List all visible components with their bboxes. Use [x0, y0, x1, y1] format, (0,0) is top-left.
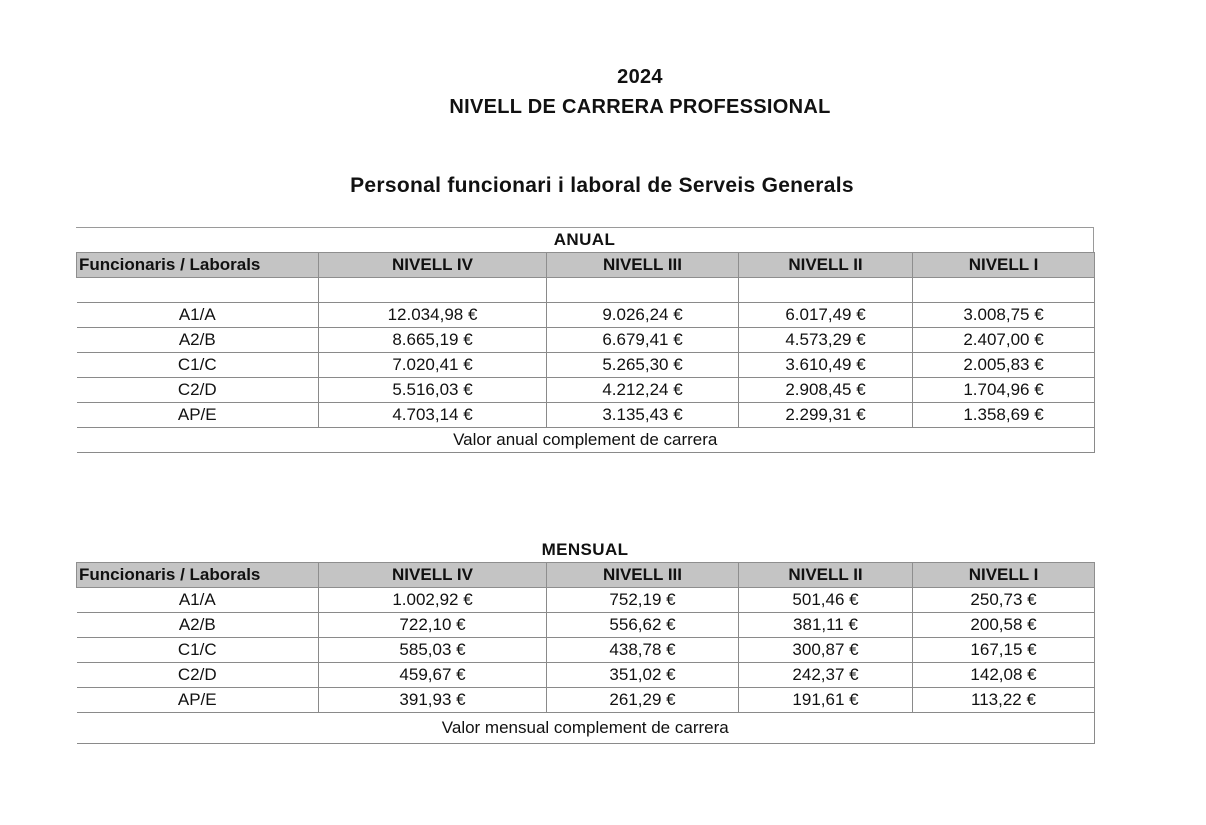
table-cell: 5.265,30 €	[547, 353, 739, 378]
table-cell: 6.679,41 €	[547, 328, 739, 353]
table-cell: 4.212,24 €	[547, 378, 739, 403]
monthly-footer-row	[77, 713, 1095, 744]
row-category: C1/C	[77, 353, 319, 378]
table-cell: 7.020,41 €	[319, 353, 547, 378]
header-level-i: NIVELL I	[913, 563, 1095, 588]
table-cell: 1.704,96 €	[913, 378, 1095, 403]
annual-table	[76, 252, 1095, 453]
table-cell: 5.516,03 €	[319, 378, 547, 403]
document-title: NIVELL DE CARRERA PROFESSIONAL	[449, 96, 831, 118]
table-cell: 4.573,29 €	[739, 328, 913, 353]
table-cell: 2.005,83 €	[913, 353, 1095, 378]
header-level-ii: NIVELL II	[739, 253, 913, 278]
table-cell: 3.135,43 €	[547, 403, 739, 428]
table-cell: 1.002,92 €	[319, 588, 547, 613]
table-row	[77, 688, 1095, 713]
table-row	[77, 328, 1095, 353]
row-category: C1/C	[77, 638, 319, 663]
table-cell: 8.665,19 €	[319, 328, 547, 353]
table-cell: 585,03 €	[319, 638, 547, 663]
table-cell: 438,78 €	[547, 638, 739, 663]
table-cell: 113,22 €	[913, 688, 1095, 713]
table-cell: 191,61 €	[739, 688, 913, 713]
table-cell: 2.908,45 €	[739, 378, 913, 403]
table-cell	[77, 278, 319, 303]
header-category: Funcionaris / Laborals	[77, 253, 319, 278]
row-category: AP/E	[77, 688, 319, 713]
table-cell: 3.610,49 €	[739, 353, 913, 378]
monthly-footer: Valor mensual complement de carrera	[77, 713, 1095, 744]
table-cell	[547, 278, 739, 303]
table-cell: 2.299,31 €	[739, 403, 913, 428]
header-level-iii: NIVELL III	[547, 253, 739, 278]
annual-caption: ANUAL	[76, 227, 1094, 252]
document-year: 2024	[617, 66, 663, 88]
row-category: AP/E	[77, 403, 319, 428]
row-category: C2/D	[77, 663, 319, 688]
table-row	[77, 613, 1095, 638]
header-level-i: NIVELL I	[913, 253, 1095, 278]
table-cell: 556,62 €	[547, 613, 739, 638]
table-row	[77, 378, 1095, 403]
table-cell: 501,46 €	[739, 588, 913, 613]
annual-table-block	[76, 227, 1094, 453]
document-subtitle: Personal funcionari i laboral de Serveis Generals	[350, 174, 854, 197]
table-row	[77, 663, 1095, 688]
table-cell: 250,73 €	[913, 588, 1095, 613]
row-category: A1/A	[77, 588, 319, 613]
annual-footer: Valor anual complement de carrera	[77, 428, 1095, 453]
table-cell: 261,29 €	[547, 688, 739, 713]
table-cell: 142,08 €	[913, 663, 1095, 688]
header-level-iv: NIVELL IV	[319, 563, 547, 588]
table-cell: 381,11 €	[739, 613, 913, 638]
monthly-table-block	[76, 538, 1094, 744]
table-cell: 4.703,14 €	[319, 403, 547, 428]
monthly-table	[76, 562, 1095, 744]
annual-footer-row	[77, 428, 1095, 453]
monthly-header-row	[77, 563, 1095, 588]
table-cell: 9.026,24 €	[547, 303, 739, 328]
table-cell	[913, 278, 1095, 303]
row-category: A1/A	[77, 303, 319, 328]
annual-header-row	[77, 253, 1095, 278]
header-category: Funcionaris / Laborals	[77, 563, 319, 588]
table-cell	[739, 278, 913, 303]
row-category: A2/B	[77, 613, 319, 638]
table-cell: 12.034,98 €	[319, 303, 547, 328]
table-row	[77, 638, 1095, 663]
table-cell: 6.017,49 €	[739, 303, 913, 328]
table-cell	[319, 278, 547, 303]
table-row	[77, 353, 1095, 378]
header-level-iii: NIVELL III	[547, 563, 739, 588]
table-cell: 200,58 €	[913, 613, 1095, 638]
table-cell: 391,93 €	[319, 688, 547, 713]
table-row	[77, 588, 1095, 613]
table-row	[77, 303, 1095, 328]
row-category: A2/B	[77, 328, 319, 353]
table-cell: 167,15 €	[913, 638, 1095, 663]
header-level-ii: NIVELL II	[739, 563, 913, 588]
table-row	[77, 403, 1095, 428]
table-cell: 752,19 €	[547, 588, 739, 613]
table-cell: 1.358,69 €	[913, 403, 1095, 428]
table-cell: 242,37 €	[739, 663, 913, 688]
table-spacer-row	[77, 278, 1095, 303]
table-cell: 3.008,75 €	[913, 303, 1095, 328]
monthly-caption: MENSUAL	[541, 540, 629, 559]
header-level-iv: NIVELL IV	[319, 253, 547, 278]
row-category: C2/D	[77, 378, 319, 403]
table-cell: 459,67 €	[319, 663, 547, 688]
table-cell: 351,02 €	[547, 663, 739, 688]
table-cell: 722,10 €	[319, 613, 547, 638]
table-cell: 2.407,00 €	[913, 328, 1095, 353]
table-cell: 300,87 €	[739, 638, 913, 663]
